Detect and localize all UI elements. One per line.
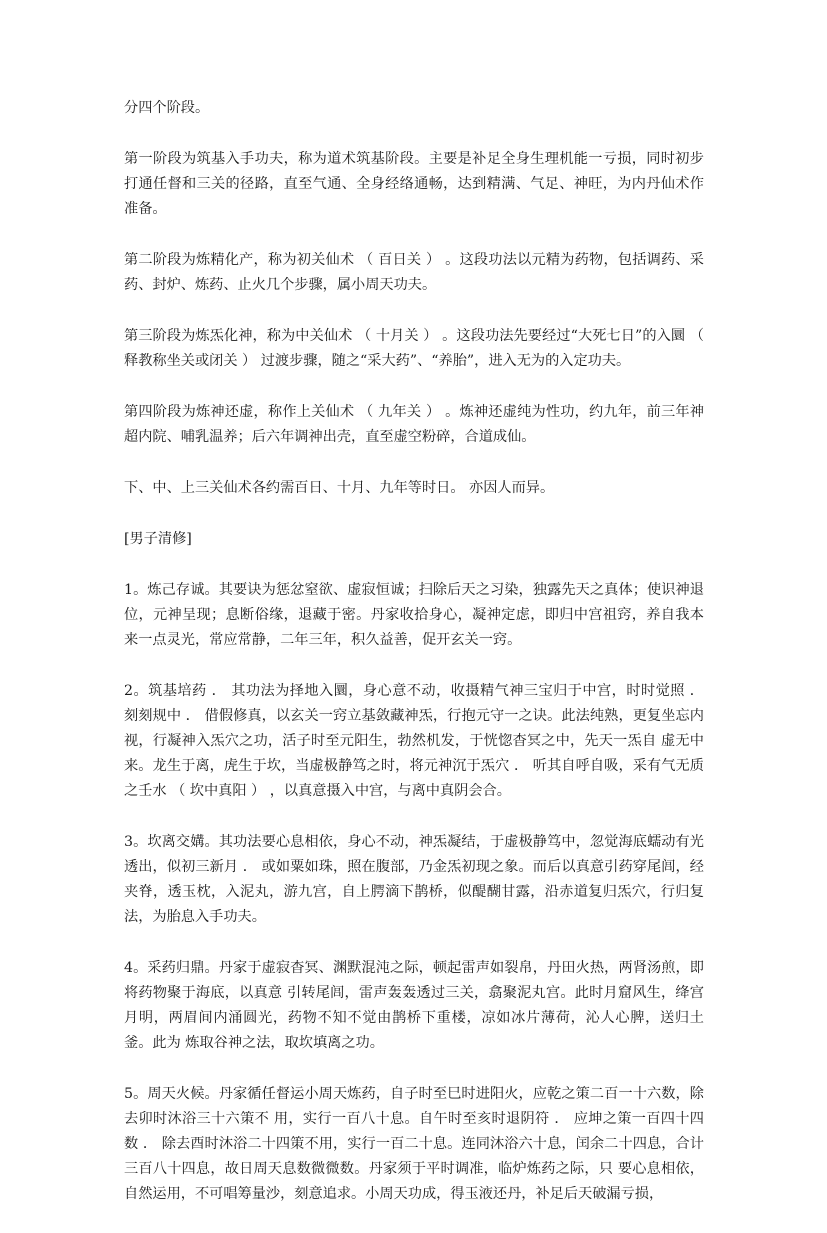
paragraph-item-1: 1。炼己存诚。其要诀为惩忿窒欲、虚寂恒诚；扫除后天之习染，独露先天之真体；使识神退位，元神呈现；息断俗缘，退藏于密。丹家收拾身心，凝神定虑，即归中宫祖窍，养自我本来一点灵光，常应常静，二年三年，积久益善，促开玄关一窍。 [124,582,704,648]
paragraph-stage-two: 第二阶段为炼精化产，称为初关仙术 （ 百日关 ） 。这段功法以元精为药物，包括调药、采药、封炉、炼药、止火几个步骤，属小周天功夫。 [124,252,704,293]
paragraph-stage-one: 第一阶段为筑基入手功夫，称为道术筑基阶段。主要是补足全身生理机能一亏损，同时初步打通任督和三关的径路，直至气通、全身经络通畅，达到精满、气足、神旺，为内丹仙术作准备。 [124,151,704,217]
section-heading: [男子清修] [124,531,192,547]
paragraph-intro: 分四个阶段。 [124,100,210,116]
paragraph-summary: 下、中、上三关仙术各约需百日、十月、九年等时日。 亦因人而异。 [124,480,555,496]
paragraph-stage-three: 第三阶段为炼炁化神，称为中关仙术 （ 十月关 ） 。这段功法先要经过“大死七日”的入圜 （ 释教称坐关或闭关 ） 过渡步骤，随之“采大药”、“养胎”，进入无为的入定功夫。 [124,328,704,369]
paragraph-item-5: 5。周天火候。丹家循任督运小周天炼药，自子时至巳时进阳火，应乾之策二百一十六数，除去卯时沐浴三十六策不 用，实行一百八十息。自午时至亥时退阴符 ． 应坤之策一百四十四数 ． 除去酉时沐浴二十四策不用，实行一百二十息。连同沐浴六十息，闰余二十四息，合计三百八十四息，故日周天息数微微数。丹家须于平时调准，临炉炼药之际，只 要心息相依，自然运用，不可唱筹量沙，刻意追求。小周天功成，得玉液还丹，补足后天破漏亏损， [124,1086,704,1202]
paragraph-item-2: 2。筑基培药 ． 其功法为择地入圜，身心意不动，收摄精气神三宝归于中宫，时时觉照 ． 刻刻规中 ． 借假修真，以玄关一窍立基敛藏神炁，行抱元守一之诀。此法纯熟，更复坐忘内视，行凝神入炁穴之功，活子时至元阳生，勃然机发，于恍惚杳冥之中，先天一炁自 虚无中来。龙生于离，虎生于坎，当虚极静笃之时，将元神沉于炁穴 ． 听其自呼自吸，采有气无质之壬水 （ 坎中真阳 ） ，以真意摄入中宫，与离中真阴会合。 [124,683,704,799]
paragraph-item-3: 3。坎离交媾。其功法要心息相依，身心不动，神炁凝结，于虚极静笃中，忽觉海底蠕动有光透出，似初三新月 ． 或如粟如珠，照在腹部，乃金炁初现之象。而后以真意引药穿尾闾，经夹脊，透玉枕，入泥丸，游九宫，自上腭滴下鹊桥，似醍醐甘露，沿赤道复归炁穴，行归复 法，为胎息入手功夫。 [124,834,704,925]
paragraph-item-4: 4。采药归鼎。丹家于虚寂杳冥、渊默混沌之际，顿起雷声如裂帛，丹田火热，两肾汤煎，即将药物聚于海底，以真意 引转尾闾，雷声轰轰透过三关，翕聚泥丸宫。此时月窟风生，绛宫月明，两眉间内涌圆光，药物不知不觉由鹊桥下重楼，凉如冰片薄荷，沁人心脾，送归土釜。此为 炼取谷神之法，取坎填离之功。 [124,960,704,1051]
paragraph-stage-four: 第四阶段为炼神还虚，称作上关仙术 （ 九年关 ） 。炼神还虚纯为性功，约九年，前三年神超内院、哺乳温养；后六年调神出壳，直至虚空粉碎，合道成仙。 [124,404,704,445]
document-page [124,96,704,1233]
